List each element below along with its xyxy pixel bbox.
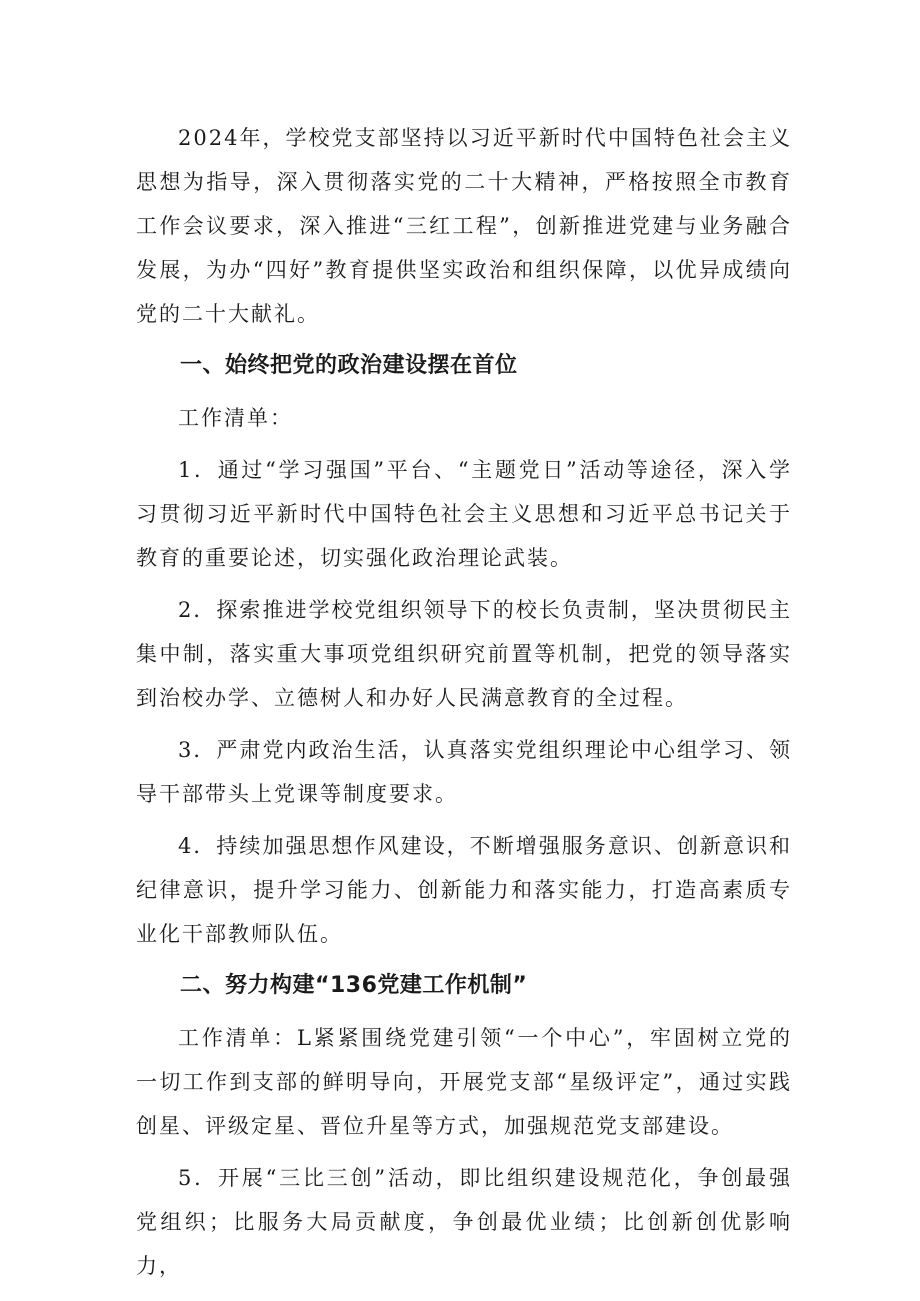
section-2-list-intro: 工作清单：L紧紧围绕党建引领“一个中心”，牢固树立党的一切工作到支部的鲜明导向，开展党支部“星级评定”，通过实践创星、评级定星、晋位升星等方式，加强规范党支部建设。: [136, 1026, 792, 1138]
section-1-heading: 一、始终把党的政治建设摆在首位: [180, 353, 518, 378]
section-1-list-label: 工作清单：: [178, 406, 293, 430]
section-1-item-2: 2．探索推进学校党组织领导下的校长负责制，坚决贯彻民主集中制，落实重大事项党组织研究前置等机制，把党的领导落实到治校办学、立德树人和办好人民满意教育的全过程。: [136, 598, 792, 710]
section-1-item-3: 3．严肃党内政治生活，认真落实党组织理论中心组学习、领导干部带头上党课等制度要求。: [136, 738, 792, 806]
section-2-heading: 二、努力构建“136党建工作机制”: [180, 973, 528, 998]
section-1-item-1: 1．通过“学习强国”平台、“主题党日”活动等途径，深入学习贯彻习近平新时代中国特色社会主义思想和习近平总书记关于教育的重要论述，切实强化政治理论武装。: [136, 458, 792, 570]
intro-paragraph: 2024年，学校党支部坚持以习近平新时代中国特色社会主义思想为指导，深入贯彻落实党的二十大精神，严格按照全市教育工作会议要求，深入推进“三红工程”，创新推进党建与业务融合发展，为办“四好”教育提供坚实政治和组织保障，以优异成绩向党的二十大献礼。: [136, 126, 792, 326]
section-1-item-4: 4．持续加强思想作风建设，不断增强服务意识、创新意识和纪律意识，提升学习能力、创新能力和落实能力，打造高素质专业化干部教师队伍。: [136, 834, 792, 946]
section-2-item-5: 5．开展“三比三创”活动，即比组织建设规范化，争创最强党组织；比服务大局贡献度，争创最优业绩；比创新创优影响力，: [136, 1166, 792, 1278]
